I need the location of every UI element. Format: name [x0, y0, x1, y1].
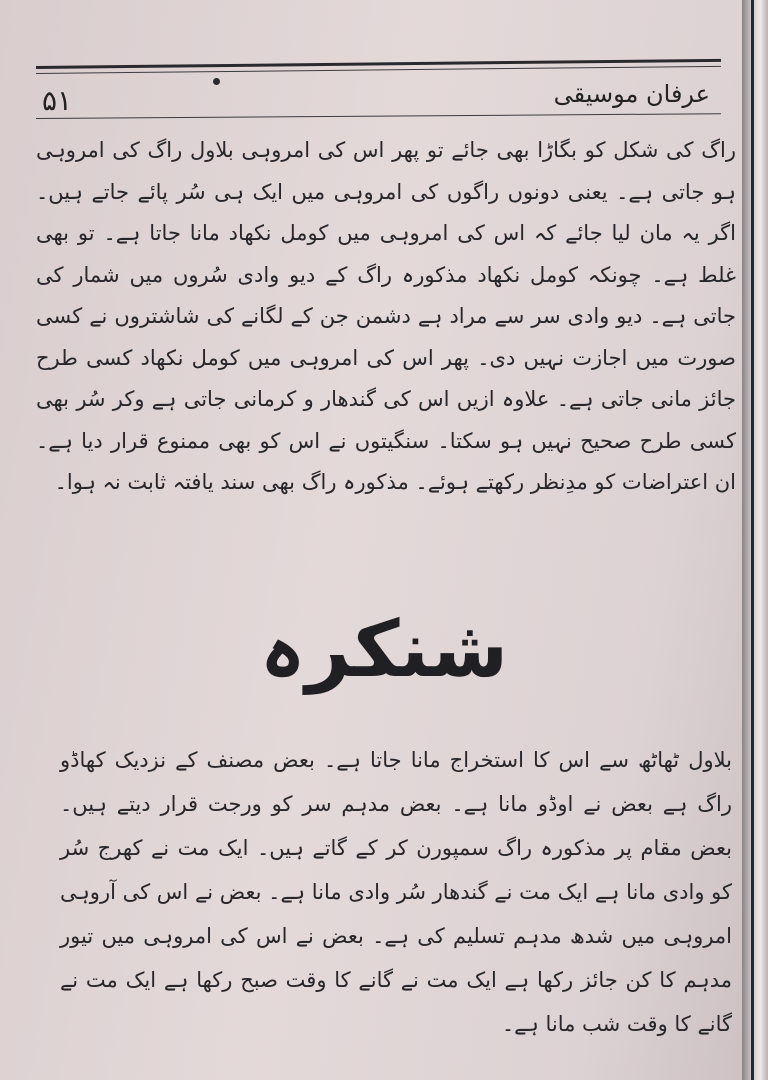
ink-dot: [213, 78, 220, 85]
running-head: عرفان موسیقی: [553, 80, 710, 108]
spine-edge-line: [751, 0, 754, 1080]
section-title: شنکرہ: [259, 605, 509, 695]
book-spine: [742, 0, 768, 1080]
body-paragraph-1: راگ کی شکل کو بگاڑا بھی جائے تو پھر اس کی امروہی بلاول راگ کی امروہی ہو جاتی ہے۔ یعنی دونوں راگوں کی امروہی میں ایک ہی سُر پائے جاتے ہیں۔ اگر یہ مان لیا جائے کہ اس کی امروہی میں کومل نکھاد مانا جاتا ہے۔ تو بھی غلط ہے۔ چونکہ کومل نکھاد مذکورہ راگ کے دیو وادی سُروں میں شمار کی جاتی ہے۔ دیو وادی سر سے مراد ہے دشمن جن کے لگانے کی شاشتروں نے کسی صورت میں اجازت نہیں دی۔ پھر اس کی امروہی میں کومل نکھاد کسی طرح جائز مانی جاتی ہے۔ علاوہ ازیں اس کی گندھار و کرمانی جاتی ہے وکر سُر بھی کسی طرح صحیح نہیں ہو سکتا۔ سنگیتوں نے اس کو بھی ممنوع قرار دیا ہے۔ ان اعتراضات کو مدِنظر رکھتے ہوئے۔ مذکورہ راگ بھی سند یافتہ ثابت نہ ہوا۔: [36, 138, 736, 494]
header-rule-bottom: [36, 113, 721, 119]
page-number: ۵۱: [42, 84, 73, 117]
body-paragraph-2: بلاول ٹھاٹھ سے اس کا استخراج مانا جاتا ہے۔ بعض مصنف کے نزدیک کھاڈو راگ ہے بعض نے اوڈو مانا ہے۔ بعض مدہم سر کو ورجت قرار دیتے ہیں۔ بعض مقام پر مذکورہ راگ سمپورن کر کے گاتے ہیں۔ ایک مت نے کھرج سُر کو وادی مانا ہے ایک مت نے گندھار سُر وادی مانا ہے۔ بعض نے اس کی آروہی امروہی میں شدھ مدہم تسلیم کی ہے۔ بعض نے اس کی امروہی میں تیور مدہم کا کن جائز رکھا ہے ایک مت نے گانے کا وقت صبح رکھا ہے ایک مت نے گانے کا وقت شب مانا ہے۔: [60, 748, 732, 1036]
